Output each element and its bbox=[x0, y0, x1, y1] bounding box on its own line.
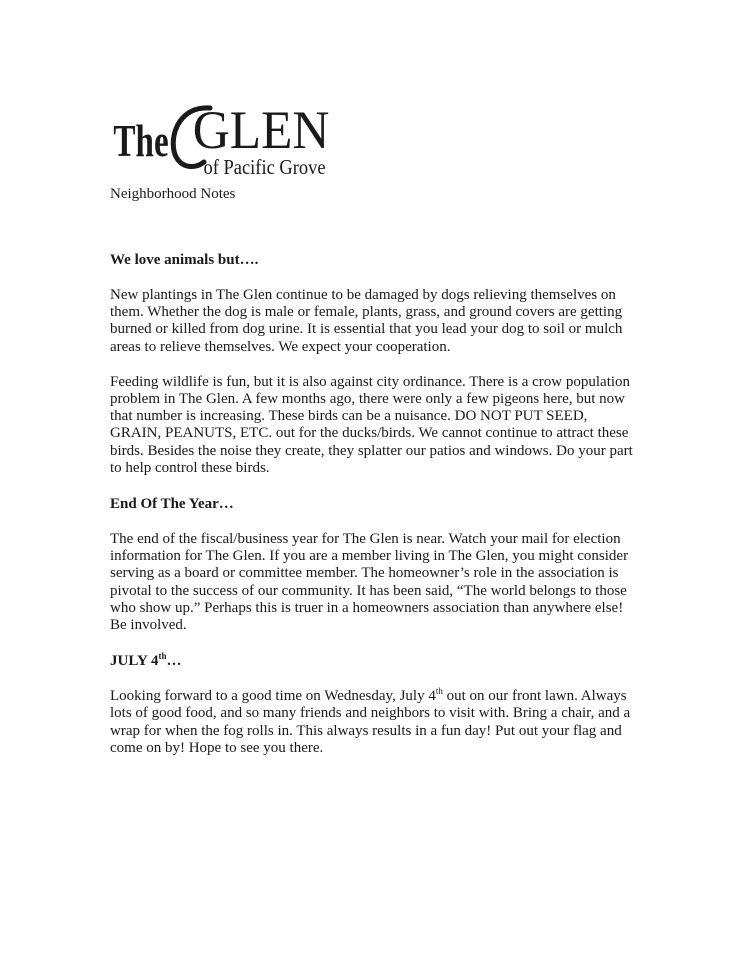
logo-tagline-text: of Pacific Grove bbox=[203, 155, 326, 180]
newsletter-subtitle: Neighborhood Notes bbox=[110, 186, 236, 202]
paragraph-plantings: New plantings in The Glen continue to be damaged by dogs relieving themselves on them. Whether the dog is male or female, plants, grass, and ground covers are getting burned or killed from dog urine. It is essential that you lead your dog to soil or mulch areas to relieve themselves. We expect your cooperation. bbox=[110, 287, 623, 355]
july-paragraph-before: Looking forward to a good time on Wednesday, July 4 bbox=[110, 688, 436, 705]
section-heading-animals: We love animals but…. bbox=[110, 252, 259, 268]
july-paragraph-sup: th bbox=[435, 686, 443, 697]
july-heading-end: … bbox=[166, 653, 182, 670]
the-glen-logo bbox=[112, 96, 362, 186]
july-heading-sup: th bbox=[158, 651, 167, 662]
newsletter-body bbox=[110, 251, 640, 775]
paragraph-election: The end of the fiscal/business year for The Glen is near. Watch your mail for election information for The Glen. If you are a member living in The Glen, you might consider serving as a board or committee member. The homeowner’s role in the association is pivotal to the success of our community. It has been said, “The world belongs to those who show up.” Perhaps this is truer in a homeowners association than anywhere else! Be involved. bbox=[110, 531, 629, 634]
july-heading-main: JULY 4 bbox=[110, 653, 159, 670]
section-heading-july-4th bbox=[110, 652, 640, 670]
logo-glen-text: GLEN bbox=[192, 100, 330, 161]
logo-the-text: The bbox=[113, 114, 169, 167]
paragraph-wildlife: Feeding wildlife is fun, but it is also against city ordinance. There is a crow population problem in The Glen. A few months ago, there were only a few pigeons here, but now that number is increasing. These birds can be a nuisance. DO NOT PUT SEED, GRAIN, PEANUTS, ETC. out for the ducks/birds. We cannot continue to attract these birds. Besides the noise they create, they splatter our patios and windows. Do your part to help control these birds. bbox=[110, 373, 633, 476]
section-heading-end-of-year: End Of The Year… bbox=[110, 496, 234, 513]
paragraph-july-4th bbox=[110, 688, 640, 757]
july-paragraph-after: out on our front lawn. Always lots of good food, and so many friends and neighbors to visit with. Bring a chair, and a wrap for when the fog rolls in. This always results in a fun day! Put out your flag and come on by! Hope to see you there. bbox=[110, 688, 631, 756]
